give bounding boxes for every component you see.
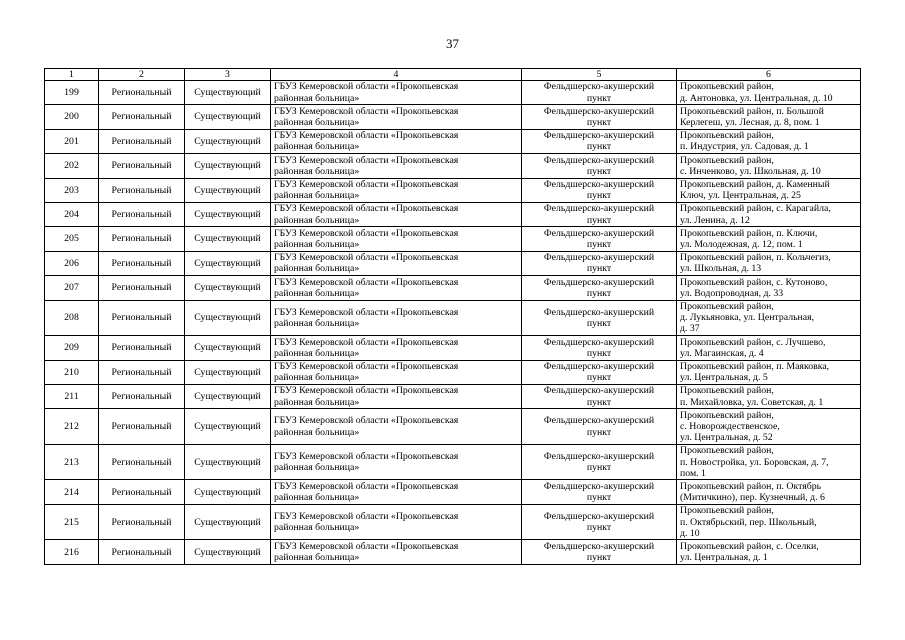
address-cell-line: Прокопьевский район, п. Октябрь bbox=[680, 480, 822, 492]
address-cell-line: Прокопьевский район, п. Ключи, bbox=[680, 227, 818, 239]
organization-cell-line: районная больница» bbox=[274, 165, 360, 177]
organization-cell-line: ГБУЗ Кемеровской области «Прокопьевская bbox=[274, 415, 459, 427]
organization-cell-line: ГБУЗ Кемеровской области «Прокопьевская bbox=[274, 480, 459, 492]
status-cell: Существующий bbox=[185, 480, 271, 504]
table-row bbox=[45, 227, 861, 251]
table-row bbox=[45, 251, 861, 275]
row-number: 210 bbox=[45, 360, 99, 384]
facility-type-cell-line: Фельдшерско-акушерский bbox=[543, 360, 655, 372]
address-cell-line: Прокопьевский район, bbox=[680, 445, 774, 457]
address-cell-line: ул. Центральная, д. 5 bbox=[680, 372, 768, 384]
organization-cell bbox=[271, 178, 522, 202]
facility-type-cell-line: Фельдшерско-акушерский bbox=[543, 179, 655, 191]
address-cell bbox=[677, 178, 861, 202]
facility-type-cell bbox=[522, 276, 677, 300]
address-cell-line: Прокопьевский район, bbox=[680, 154, 774, 166]
organization-cell-line: районная больница» bbox=[274, 492, 360, 504]
facility-type-cell-line: Фельдшерско-акушерский bbox=[543, 154, 655, 166]
organization-cell-line: ГБУЗ Кемеровской области «Прокопьевская bbox=[274, 179, 459, 191]
level-cell: Региональный bbox=[99, 480, 185, 504]
row-number: 211 bbox=[45, 384, 99, 408]
address-cell bbox=[677, 409, 861, 445]
table-row bbox=[45, 178, 861, 202]
facility-type-cell-line: пункт bbox=[586, 165, 612, 177]
status-cell: Существующий bbox=[185, 504, 271, 540]
page-number: 37 bbox=[446, 36, 459, 51]
status-cell: Существующий bbox=[185, 129, 271, 153]
address-cell-line: Прокопьевский район, с. Оселки, bbox=[680, 540, 819, 552]
address-cell-line: Прокопьевский район, bbox=[680, 385, 774, 397]
organization-cell-line: районная больница» bbox=[274, 190, 360, 202]
table-row bbox=[45, 540, 861, 564]
facility-type-cell-line: пункт bbox=[586, 92, 612, 104]
header-row bbox=[45, 69, 861, 81]
row-number: 207 bbox=[45, 276, 99, 300]
address-cell-line: п. Новостройка, ул. Боровская, д. 7, bbox=[680, 456, 829, 468]
status-cell: Существующий bbox=[185, 409, 271, 445]
status-cell: Существующий bbox=[185, 202, 271, 226]
row-number: 206 bbox=[45, 251, 99, 275]
organization-cell-line: ГБУЗ Кемеровской области «Прокопьевская bbox=[274, 252, 459, 264]
organization-cell bbox=[271, 300, 522, 336]
facility-type-cell bbox=[522, 504, 677, 540]
organization-cell-line: районная больница» bbox=[274, 141, 360, 153]
organization-cell-line: районная больница» bbox=[274, 522, 360, 534]
level-cell: Региональный bbox=[99, 251, 185, 275]
status-cell: Существующий bbox=[185, 336, 271, 360]
level-cell: Региональный bbox=[99, 81, 185, 105]
address-cell-line: Прокопьевский район, п. Маяковка, bbox=[680, 360, 830, 372]
row-number: 202 bbox=[45, 154, 99, 178]
table-row bbox=[45, 480, 861, 504]
column-header: 6 bbox=[677, 69, 861, 81]
address-cell-line: Керлегеш, ул. Лесная, д. 8, пом. 1 bbox=[680, 117, 820, 129]
address-cell bbox=[677, 300, 861, 336]
status-cell: Существующий bbox=[185, 81, 271, 105]
column-header: 3 bbox=[185, 69, 271, 81]
address-cell-line: Прокопьевский район, п. Большой bbox=[680, 105, 824, 117]
facility-type-cell-line: пункт bbox=[586, 372, 612, 384]
organization-cell-line: ГБУЗ Кемеровской области «Прокопьевская bbox=[274, 130, 459, 142]
facility-type-cell-line: пункт bbox=[586, 190, 612, 202]
row-number: 213 bbox=[45, 444, 99, 480]
facility-type-cell-line: пункт bbox=[586, 462, 612, 474]
facility-type-cell bbox=[522, 202, 677, 226]
address-cell bbox=[677, 360, 861, 384]
table-row bbox=[45, 105, 861, 129]
facility-type-cell bbox=[522, 480, 677, 504]
facility-type-cell-line: Фельдшерско-акушерский bbox=[543, 105, 655, 117]
address-cell-line: Прокопьевский район, bbox=[680, 81, 774, 93]
table-row bbox=[45, 81, 861, 105]
level-cell: Региональный bbox=[99, 409, 185, 445]
organization-cell-line: районная больница» bbox=[274, 396, 360, 408]
row-number: 199 bbox=[45, 81, 99, 105]
organization-cell bbox=[271, 81, 522, 105]
row-number: 216 bbox=[45, 540, 99, 564]
facility-type-cell-line: пункт bbox=[586, 239, 612, 251]
facility-type-cell bbox=[522, 300, 677, 336]
facility-type-cell-line: Фельдшерско-акушерский bbox=[543, 415, 655, 427]
table-row bbox=[45, 504, 861, 540]
level-cell: Региональный bbox=[99, 504, 185, 540]
organization-cell-line: районная больница» bbox=[274, 117, 360, 129]
address-cell-line: ул. Магаинская, д. 4 bbox=[680, 347, 764, 359]
organization-cell bbox=[271, 105, 522, 129]
facility-type-cell-line: пункт bbox=[586, 141, 612, 153]
row-number: 208 bbox=[45, 300, 99, 336]
row-number: 215 bbox=[45, 504, 99, 540]
address-cell-line: с. Новорождественское, bbox=[680, 420, 780, 432]
organization-cell-line: районная больница» bbox=[274, 426, 360, 438]
organization-cell bbox=[271, 540, 522, 564]
row-number: 205 bbox=[45, 227, 99, 251]
address-cell-line: с. Инченково, ул. Школьная, д. 10 bbox=[680, 165, 821, 177]
address-cell-line: ул. Ленина, д. 12 bbox=[680, 214, 750, 226]
address-cell bbox=[677, 504, 861, 540]
facility-type-cell-line: пункт bbox=[586, 426, 612, 438]
facility-type-cell bbox=[522, 251, 677, 275]
status-cell: Существующий bbox=[185, 154, 271, 178]
address-cell bbox=[677, 251, 861, 275]
facility-type-cell-line: Фельдшерско-акушерский bbox=[543, 130, 655, 142]
organization-cell-line: районная больница» bbox=[274, 239, 360, 251]
facility-type-cell-line: Фельдшерско-акушерский bbox=[543, 227, 655, 239]
level-cell: Региональный bbox=[99, 105, 185, 129]
organization-cell-line: районная больница» bbox=[274, 347, 360, 359]
facility-type-cell-line: Фельдшерско-акушерский bbox=[543, 336, 655, 348]
address-cell-line: Прокопьевский район, с. Кутоново, bbox=[680, 276, 828, 288]
facility-type-cell-line: Фельдшерско-акушерский bbox=[543, 276, 655, 288]
address-cell-line: Ключ, ул. Центральная, д. 25 bbox=[680, 190, 801, 202]
address-cell-line: п. Индустрия, ул. Садовая, д. 1 bbox=[680, 141, 809, 153]
table-row bbox=[45, 409, 861, 445]
organization-cell bbox=[271, 504, 522, 540]
address-cell bbox=[677, 202, 861, 226]
status-cell: Существующий bbox=[185, 251, 271, 275]
organization-cell-line: ГБУЗ Кемеровской области «Прокопьевская bbox=[274, 306, 459, 318]
table-row bbox=[45, 360, 861, 384]
address-cell bbox=[677, 480, 861, 504]
facility-type-cell bbox=[522, 154, 677, 178]
level-cell: Региональный bbox=[99, 276, 185, 300]
table-row bbox=[45, 129, 861, 153]
organization-cell-line: ГБУЗ Кемеровской области «Прокопьевская bbox=[274, 276, 459, 288]
facility-type-cell-line: Фельдшерско-акушерский bbox=[543, 385, 655, 397]
facility-type-cell-line: пункт bbox=[586, 522, 612, 534]
organization-cell bbox=[271, 129, 522, 153]
row-number: 212 bbox=[45, 409, 99, 445]
organization-cell-line: ГБУЗ Кемеровской области «Прокопьевская bbox=[274, 154, 459, 166]
address-cell-line: ул. Молодежная, д. 12, пом. 1 bbox=[680, 239, 803, 251]
status-cell: Существующий bbox=[185, 384, 271, 408]
address-cell-line: Прокопьевский район, bbox=[680, 505, 774, 517]
address-cell-line: п. Михайловка, ул. Советская, д. 1 bbox=[680, 396, 824, 408]
row-number: 214 bbox=[45, 480, 99, 504]
facility-type-cell bbox=[522, 384, 677, 408]
address-cell bbox=[677, 227, 861, 251]
facility-type-cell-line: Фельдшерско-акушерский bbox=[543, 252, 655, 264]
address-cell bbox=[677, 276, 861, 300]
organization-cell bbox=[271, 409, 522, 445]
address-cell-line: д. Лукьяновка, ул. Центральная, bbox=[680, 312, 815, 324]
facility-type-cell-line: пункт bbox=[586, 287, 612, 299]
organization-cell-line: районная больница» bbox=[274, 214, 360, 226]
facility-type-cell-line: пункт bbox=[586, 396, 612, 408]
address-cell-line: Прокопьевский район, с. Лучшево, bbox=[680, 336, 826, 348]
facility-type-cell bbox=[522, 444, 677, 480]
table-row bbox=[45, 154, 861, 178]
status-cell: Существующий bbox=[185, 276, 271, 300]
organization-cell bbox=[271, 480, 522, 504]
organization-cell-line: районная больница» bbox=[274, 92, 360, 104]
level-cell: Региональный bbox=[99, 300, 185, 336]
level-cell: Региональный bbox=[99, 444, 185, 480]
address-cell-line: Прокопьевский район, п. Кольчегиз, bbox=[680, 252, 831, 264]
table-row bbox=[45, 300, 861, 336]
level-cell: Региональный bbox=[99, 129, 185, 153]
level-cell: Региональный bbox=[99, 154, 185, 178]
facility-type-cell bbox=[522, 409, 677, 445]
facility-type-cell-line: Фельдшерско-акушерский bbox=[543, 450, 655, 462]
address-cell-line: п. Октябрьский, пер. Школьный, bbox=[680, 516, 817, 528]
facility-type-cell-line: Фельдшерско-акушерский bbox=[543, 540, 655, 552]
facility-type-cell bbox=[522, 336, 677, 360]
row-number: 209 bbox=[45, 336, 99, 360]
facility-type-cell bbox=[522, 227, 677, 251]
facility-type-cell-line: пункт bbox=[586, 263, 612, 275]
address-cell-line: пом. 1 bbox=[680, 467, 706, 479]
organization-cell bbox=[271, 444, 522, 480]
address-cell-line: Прокопьевский район, bbox=[680, 409, 774, 421]
facility-type-cell-line: пункт bbox=[586, 214, 612, 226]
organization-cell-line: районная больница» bbox=[274, 462, 360, 474]
organization-cell bbox=[271, 202, 522, 226]
address-cell-line: ул. Центральная, д. 52 bbox=[680, 432, 773, 444]
address-cell-line: Прокопьевский район, с. Карагайла, bbox=[680, 203, 831, 215]
organization-cell-line: ГБУЗ Кемеровской области «Прокопьевская bbox=[274, 227, 459, 239]
level-cell: Региональный bbox=[99, 202, 185, 226]
column-header: 5 bbox=[522, 69, 677, 81]
row-number: 201 bbox=[45, 129, 99, 153]
address-cell bbox=[677, 81, 861, 105]
address-cell bbox=[677, 540, 861, 564]
row-number: 200 bbox=[45, 105, 99, 129]
address-cell-line: д. 37 bbox=[680, 323, 700, 335]
status-cell: Существующий bbox=[185, 300, 271, 336]
column-header: 2 bbox=[99, 69, 185, 81]
facilities-table bbox=[44, 68, 861, 565]
organization-cell-line: районная больница» bbox=[274, 263, 360, 275]
table-row bbox=[45, 202, 861, 226]
table-row bbox=[45, 336, 861, 360]
organization-cell bbox=[271, 251, 522, 275]
organization-cell-line: районная больница» bbox=[274, 317, 360, 329]
status-cell: Существующий bbox=[185, 360, 271, 384]
table-row bbox=[45, 276, 861, 300]
column-header: 4 bbox=[271, 69, 522, 81]
address-cell-line: ул. Школьная, д. 13 bbox=[680, 263, 762, 275]
address-cell-line: ул. Водопроводная, д. 33 bbox=[680, 287, 784, 299]
status-cell: Существующий bbox=[185, 540, 271, 564]
table-row bbox=[45, 444, 861, 480]
organization-cell-line: районная больница» bbox=[274, 372, 360, 384]
organization-cell bbox=[271, 276, 522, 300]
level-cell: Региональный bbox=[99, 540, 185, 564]
facility-type-cell-line: пункт bbox=[586, 317, 612, 329]
address-cell-line: Прокопьевский район, д. Каменный bbox=[680, 179, 830, 191]
organization-cell-line: ГБУЗ Кемеровской области «Прокопьевская bbox=[274, 105, 459, 117]
organization-cell bbox=[271, 154, 522, 178]
address-cell bbox=[677, 129, 861, 153]
facility-type-cell bbox=[522, 360, 677, 384]
level-cell: Региональный bbox=[99, 360, 185, 384]
address-cell bbox=[677, 154, 861, 178]
organization-cell-line: районная больница» bbox=[274, 552, 360, 564]
organization-cell-line: ГБУЗ Кемеровской области «Прокопьевская bbox=[274, 81, 459, 93]
facility-type-cell-line: пункт bbox=[586, 492, 612, 504]
column-header: 1 bbox=[45, 69, 99, 81]
facility-type-cell-line: Фельдшерско-акушерский bbox=[543, 81, 655, 93]
address-cell bbox=[677, 384, 861, 408]
facility-type-cell bbox=[522, 81, 677, 105]
level-cell: Региональный bbox=[99, 336, 185, 360]
status-cell: Существующий bbox=[185, 105, 271, 129]
organization-cell-line: ГБУЗ Кемеровской области «Прокопьевская bbox=[274, 450, 459, 462]
facility-type-cell-line: Фельдшерско-акушерский bbox=[543, 510, 655, 522]
facility-type-cell bbox=[522, 540, 677, 564]
organization-cell-line: ГБУЗ Кемеровской области «Прокопьевская bbox=[274, 336, 459, 348]
organization-cell-line: ГБУЗ Кемеровской области «Прокопьевская bbox=[274, 540, 459, 552]
organization-cell-line: районная больница» bbox=[274, 287, 360, 299]
address-cell bbox=[677, 105, 861, 129]
row-number: 204 bbox=[45, 202, 99, 226]
facility-type-cell-line: Фельдшерско-акушерский bbox=[543, 306, 655, 318]
organization-cell bbox=[271, 227, 522, 251]
address-cell-line: ул. Центральная, д. 1 bbox=[680, 552, 768, 564]
status-cell: Существующий bbox=[185, 227, 271, 251]
facility-type-cell-line: Фельдшерско-акушерский bbox=[543, 203, 655, 215]
row-number: 203 bbox=[45, 178, 99, 202]
facility-type-cell bbox=[522, 129, 677, 153]
address-cell-line: Прокопьевский район, bbox=[680, 130, 774, 142]
level-cell: Региональный bbox=[99, 178, 185, 202]
address-cell-line: д. 10 bbox=[680, 527, 700, 539]
status-cell: Существующий bbox=[185, 444, 271, 480]
facility-type-cell-line: Фельдшерско-акушерский bbox=[543, 480, 655, 492]
facility-type-cell-line: пункт bbox=[586, 347, 612, 359]
address-cell-line: Прокопьевский район, bbox=[680, 301, 774, 312]
facility-type-cell-line: пункт bbox=[586, 552, 612, 564]
facility-type-cell bbox=[522, 178, 677, 202]
facility-type-cell bbox=[522, 105, 677, 129]
address-cell-line: (Митичкино), пер. Кузнечный, д. 6 bbox=[680, 492, 825, 504]
status-cell: Существующий bbox=[185, 178, 271, 202]
facility-type-cell-line: пункт bbox=[586, 117, 612, 129]
organization-cell-line: ГБУЗ Кемеровской области «Прокопьевская bbox=[274, 203, 459, 215]
organization-cell bbox=[271, 336, 522, 360]
level-cell: Региональный bbox=[99, 384, 185, 408]
organization-cell bbox=[271, 384, 522, 408]
organization-cell bbox=[271, 360, 522, 384]
address-cell-line: д. Антоновка, ул. Центральная, д. 10 bbox=[680, 92, 833, 104]
address-cell bbox=[677, 444, 861, 480]
organization-cell-line: ГБУЗ Кемеровской области «Прокопьевская bbox=[274, 360, 459, 372]
organization-cell-line: ГБУЗ Кемеровской области «Прокопьевская bbox=[274, 385, 459, 397]
organization-cell-line: ГБУЗ Кемеровской области «Прокопьевская bbox=[274, 510, 459, 522]
address-cell bbox=[677, 336, 861, 360]
level-cell: Региональный bbox=[99, 227, 185, 251]
table-row bbox=[45, 384, 861, 408]
